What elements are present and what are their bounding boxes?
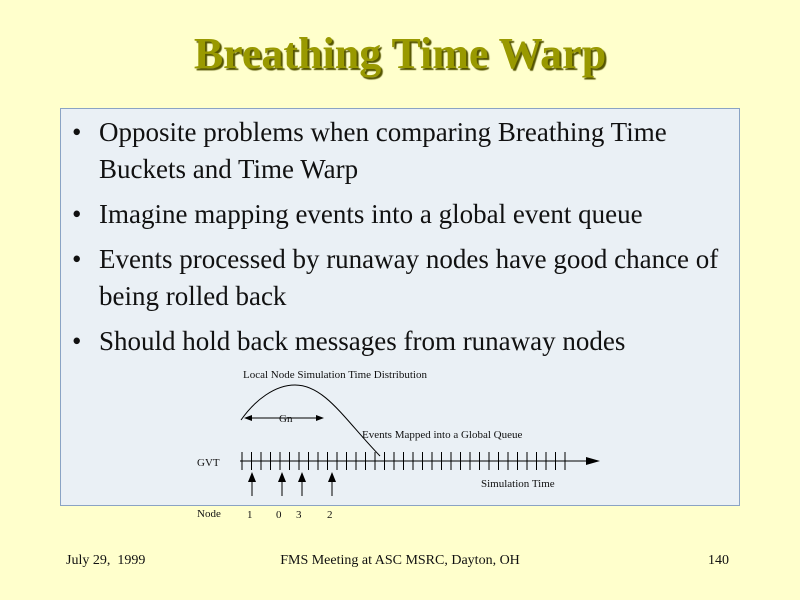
bullet-text: Should hold back messages from runaway nodes xyxy=(99,326,626,356)
up-arrow-icon xyxy=(248,472,256,482)
node-label: Node xyxy=(197,508,221,520)
curve-label: Local Node Simulation Time Distribution xyxy=(243,369,427,381)
gn-label: Gn xyxy=(279,413,293,425)
bullet-dot-icon: • xyxy=(72,326,82,356)
node-arrows xyxy=(248,472,336,496)
node-id: 3 xyxy=(296,509,302,521)
timeline-arrow-icon xyxy=(586,457,600,465)
up-arrow-icon xyxy=(278,472,286,482)
bullet-dot-icon: • xyxy=(72,117,82,147)
footer-date: July 29, 1999 xyxy=(66,553,146,568)
node-id: 1 xyxy=(247,509,253,521)
node-id: 0 xyxy=(276,509,282,521)
bullet-text: Imagine mapping events into a global event queue xyxy=(99,199,643,229)
up-arrow-icon xyxy=(298,472,306,482)
bullet-dot-icon: • xyxy=(72,244,82,274)
bullet-text: Events processed by runaway nodes have good chance of being rolled back xyxy=(99,244,719,311)
node-id: 2 xyxy=(327,509,333,521)
distribution-curve xyxy=(241,385,380,456)
up-arrow-icon xyxy=(328,472,336,482)
gvt-label: GVT xyxy=(197,457,220,469)
bullet-text: Opposite problems when comparing Breathing Time Buckets and Time Warp xyxy=(99,117,667,184)
axis-label: Simulation Time xyxy=(481,478,555,490)
footer-meeting: FMS Meeting at ASC MSRC, Dayton, OH xyxy=(280,553,520,568)
slide-title: Breathing Time Warp xyxy=(193,29,607,78)
bullet-dot-icon: • xyxy=(72,199,82,229)
gn-right-arrow-icon xyxy=(316,415,324,421)
queue-label: Events Mapped into a Global Queue xyxy=(362,429,523,441)
gn-left-arrow-icon xyxy=(244,415,252,421)
footer-page-number: 140 xyxy=(708,553,729,568)
